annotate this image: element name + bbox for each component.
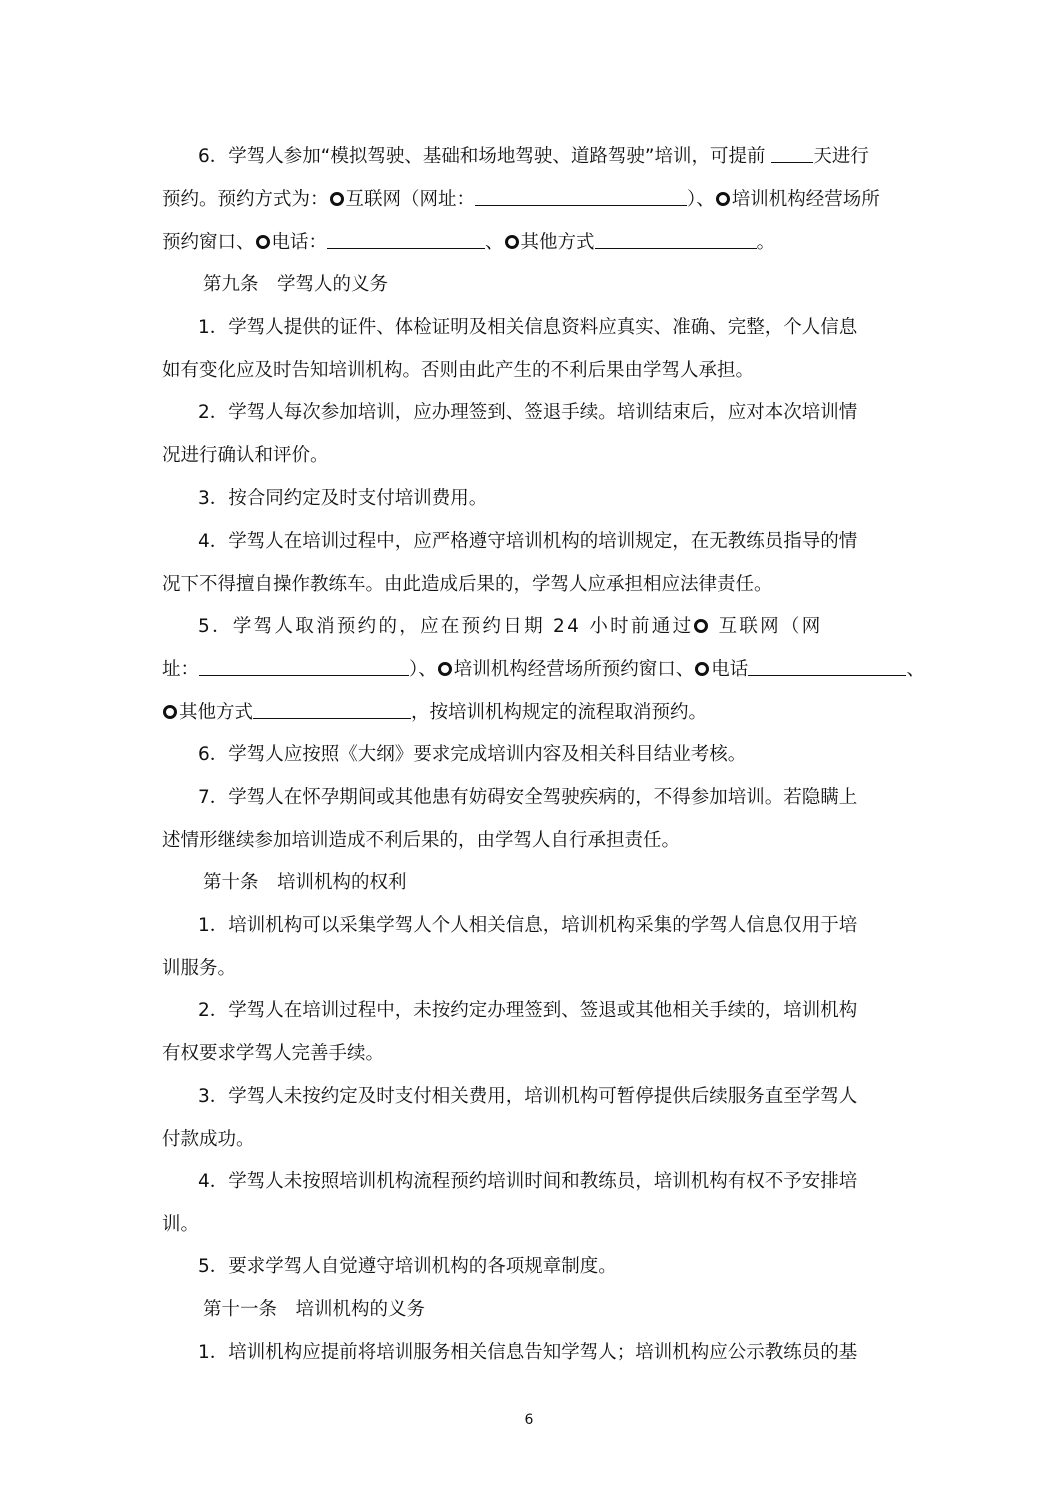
checkbox-icon <box>438 662 452 676</box>
line: 6．学驾人应按照《大纲》要求完成培训内容及相关科目结业考核。 <box>198 744 747 765</box>
line: 3．按合同约定及时支付培训费用。 <box>198 488 488 509</box>
checkbox-icon <box>163 705 177 719</box>
blank-phone <box>327 231 485 249</box>
checkbox-icon <box>694 619 708 633</box>
line: 址： ）、 培训机构经营场所预约窗口、 电话 、 <box>162 659 925 680</box>
article-heading: 第十条 培训机构的权利 <box>203 872 407 893</box>
line: 况进行确认和评价。 <box>162 445 329 466</box>
line: 况下不得擅自操作教练车。由此造成后果的，学驾人应承担相应法律责任。 <box>162 574 773 595</box>
article-heading: 第十一条 培训机构的义务 <box>203 1299 426 1320</box>
blank-phone <box>748 658 906 676</box>
line: 训服务。 <box>162 958 237 979</box>
line: 5．学驾人取消预约的，应在预约日期 24 小时前通过 互联网（网 <box>198 616 823 637</box>
checkbox-icon <box>505 235 519 249</box>
checkbox-icon <box>716 192 730 206</box>
checkbox-icon <box>695 662 709 676</box>
line: 预约窗口、 电话： 、 其他方式 。 <box>162 232 776 253</box>
article-heading: 第九条 学驾人的义务 <box>203 274 389 295</box>
line: 3．学驾人未按约定及时支付相关费用，培训机构可暂停提供后续服务直至学驾人 <box>198 1086 858 1107</box>
blank-other <box>595 231 757 249</box>
line: 其他方式 ，按培训机构规定的流程取消预约。 <box>162 701 707 725</box>
line: 1．培训机构应提前将培训服务相关信息告知学驾人；培训机构应公示教练员的基 <box>198 1342 858 1363</box>
page-number: 6 <box>524 1412 534 1428</box>
line: 训。 <box>162 1214 200 1235</box>
line: 7．学驾人在怀孕期间或其他患有妨碍安全驾驶疾病的，不得参加培训。若隐瞒上 <box>198 787 858 808</box>
line: 6．学驾人参加“模拟驾驶、基础和场地驾驶、道路驾驶”培训，可提前 天进行 <box>198 146 869 167</box>
line: 4．学驾人在培训过程中，应严格遵守培训机构的培训规定，在无教练员指导的情 <box>198 531 858 552</box>
line: 1．学驾人提供的证件、体检证明及相关信息资料应真实、准确、完整，个人信息 <box>198 317 858 338</box>
line: 4．学驾人未按照培训机构流程预约培训时间和教练员，培训机构有权不予安排培 <box>198 1171 858 1192</box>
line: 5．要求学驾人自觉遵守培训机构的各项规章制度。 <box>198 1256 617 1277</box>
line: 有权要求学驾人完善手续。 <box>162 1043 385 1064</box>
line: 2．学驾人在培训过程中，未按约定办理签到、签退或其他相关手续的，培训机构 <box>198 1000 858 1021</box>
blank-days <box>771 145 813 163</box>
line: 述情形继续参加培训造成不利后果的，由学驾人自行承担责任。 <box>162 830 681 851</box>
line: 付款成功。 <box>162 1129 255 1150</box>
checkbox-icon <box>256 235 270 249</box>
blank-other <box>253 701 411 719</box>
line: 1．培训机构可以采集学驾人个人相关信息，培训机构采集的学驾人信息仅用于培 <box>198 915 858 936</box>
blank-url <box>475 188 687 206</box>
line: 2．学驾人每次参加培训，应办理签到、签退手续。培训结束后，应对本次培训情 <box>198 402 858 423</box>
line: 预约。预约方式为： 互联网（网址： ）、 培训机构经营场所 <box>162 189 880 210</box>
blank-url <box>199 658 409 676</box>
checkbox-icon <box>330 192 344 206</box>
line: 如有变化应及时告知培训机构。否则由此产生的不利后果由学驾人承担。 <box>162 360 755 381</box>
